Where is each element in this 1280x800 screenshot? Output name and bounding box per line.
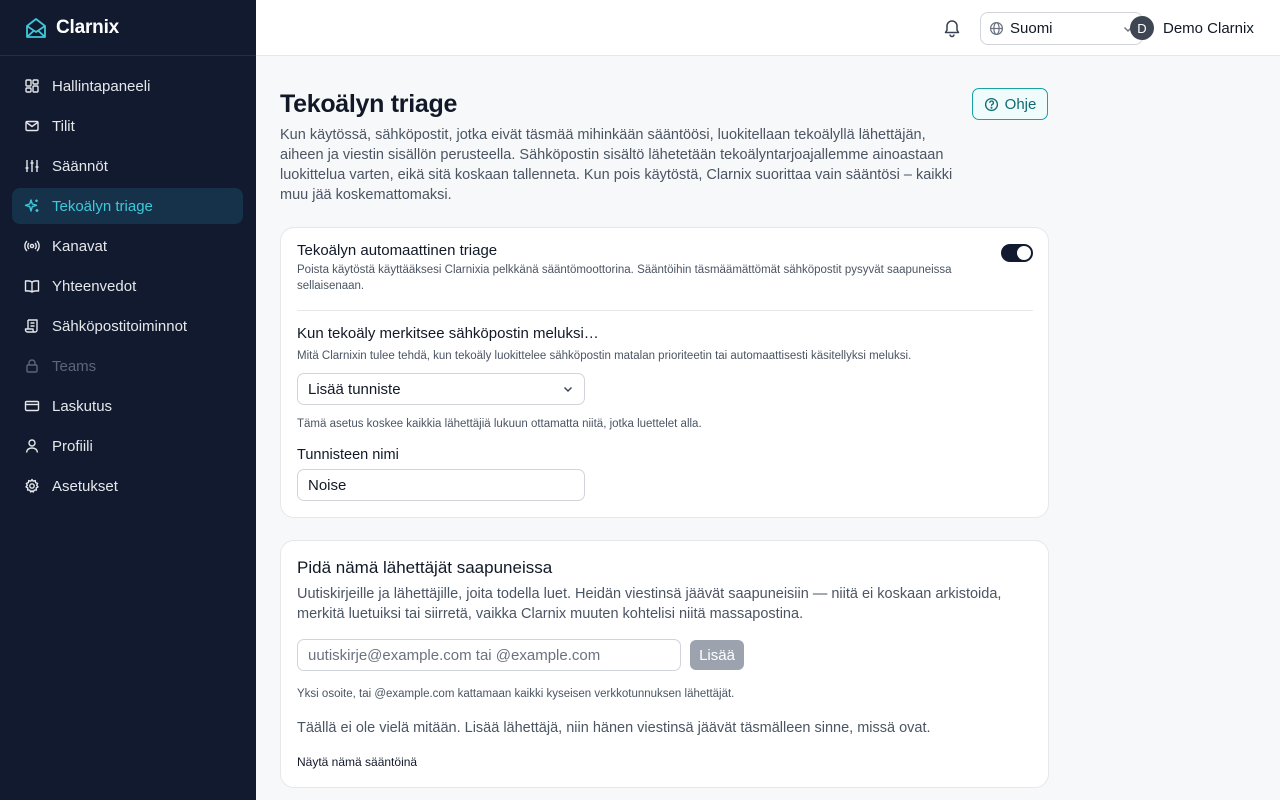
help-button[interactable] [972,88,1048,120]
sparkles-icon [24,198,40,214]
noise-action-value: Lisää tunniste [308,380,401,398]
sidebar-item-ai-triage[interactable] [12,188,243,224]
add-sender-button[interactable]: Lisää [690,640,744,670]
chevron-down-icon [562,383,574,395]
empty-state-text: Täällä ei ole vielä mitään. Lisää lähettäjä, niin hänen viestinsä jäävät täsmälleen sinne, missä ovat. [297,720,931,736]
sidebar-item-label: Yhteenvedot [52,277,137,295]
mail-icon [24,118,40,134]
credit-card-icon [24,398,40,414]
radio-icon [24,238,40,254]
triage-settings-card [280,227,1049,518]
sidebar-item-label: Hallintapaneeli [52,77,151,95]
sidebar-item-rules[interactable] [12,148,243,184]
sidebar-item-teams [12,348,243,384]
show-as-rules-link[interactable]: Näytä nämä sääntöinä [297,755,418,769]
sidebar-item-profile[interactable] [12,428,243,464]
user-icon [24,438,40,454]
sidebar-item-label: Säännöt [52,157,108,175]
language-label: Suomi [1010,20,1053,37]
sidebar-nav [0,56,256,504]
sender-email-input[interactable] [297,639,681,671]
help-circle-icon [984,97,999,112]
tag-label: Tunnisteen nimi [297,447,399,463]
keep-senders-title: Pidä nämä lähettäjät saapuneissa [297,558,553,577]
toggle-description: Poista käytöstä käyttääksesi Clarnixia pelkkänä sääntömoottorina. Sääntöihin täsmäämättömät sähköpostit pysyvät saapuneissa sellaisenaan. [297,264,952,292]
keep-senders-card [280,540,1049,788]
sidebar-item-label: Kanavat [52,237,108,255]
sidebar-item-settings[interactable] [12,468,243,504]
noise-description: Mitä Clarnixin tulee tehdä, kun tekoäly luokittelee sähköpostin matalan prioriteetin tai automaattisesti käsitellyksi meluksi. [297,350,912,362]
sidebar-item-summaries[interactable] [12,268,243,304]
brand[interactable] [0,0,256,56]
sidebar-item-label: Profiili [52,437,93,455]
brand-name: Clarnix [56,16,120,38]
sidebar-item-email-actions[interactable] [12,308,243,344]
sidebar-item-label: Tilit [52,117,75,135]
scope-note: Tämä asetus koskee kaikkia lähettäjiä lukuun ottamatta niitä, jotka luettelet alla. [297,418,702,430]
tag-name-input[interactable] [297,469,585,501]
dashboard-icon [24,78,40,94]
scroll-icon [24,318,40,334]
keep-senders-description: Uutiskirjeille ja lähettäjille, joita todella luet. Heidän viestinsä jäävät saapuneisiin — niitä ei koskaan arkistoida, merkitä luetuiksi tai siirretä, vaikka Clarnix muuten kohtelisi niitä massapostina. [297,586,1002,622]
lock-icon [24,358,40,374]
logo-icon [24,16,48,40]
noise-action-select[interactable] [297,373,585,405]
user-menu[interactable] [1130,16,1254,40]
topbar [256,0,1280,56]
sidebar-item-label: Sähköpostitoiminnot [52,317,188,335]
sidebar-item-channels[interactable] [12,228,243,264]
sidebar-item-dashboard[interactable] [12,68,243,104]
sidebar-item-label: Teams [52,357,97,375]
page-description: Kun käytössä, sähköpostit, jotka eivät täsmää mihinkään sääntöösi, luokitellaan tekoälyllä lähettäjän, aiheen ja viestin sisällön perusteella. Sähköpostin sisältö lähetetään tekoälyntarjoajallemme ainoastaan luokittelua varten, eikä sitä koskaan tallenneta. Kun pois käytöstä, Clarnix suorittaa vain sääntösi – kaikki muu jää koskemattomaksi. [280,127,953,203]
toggle-title: Tekoälyn automaattinen triage [297,242,498,259]
globe-icon [989,21,1004,36]
page-title: Tekoälyn triage [280,90,458,118]
gear-icon [24,478,40,494]
sidebar-item-billing[interactable] [12,388,243,424]
sidebar-item-accounts[interactable] [12,108,243,144]
sidebar-item-label: Asetukset [52,477,118,495]
help-label: Ohje [1004,95,1037,113]
toggle-knob [1017,246,1031,260]
language-select[interactable] [980,12,1143,45]
divider [297,310,1033,311]
sidebar-item-label: Tekoälyn triage [52,197,153,215]
sidebar [0,0,256,800]
avatar: D [1130,16,1154,40]
sender-hint: Yksi osoite, tai @example.com kattamaan kaikki kyseisen verkkotunnuksen lähettäjät. [297,688,735,700]
sliders-icon [24,158,40,174]
book-icon [24,278,40,294]
sidebar-item-label: Laskutus [52,397,113,415]
bell-icon[interactable] [942,18,962,38]
auto-triage-toggle[interactable] [1001,244,1033,262]
noise-title: Kun tekoäly merkitsee sähköpostin meluksi… [297,325,599,342]
user-name: Demo Clarnix [1163,19,1254,37]
